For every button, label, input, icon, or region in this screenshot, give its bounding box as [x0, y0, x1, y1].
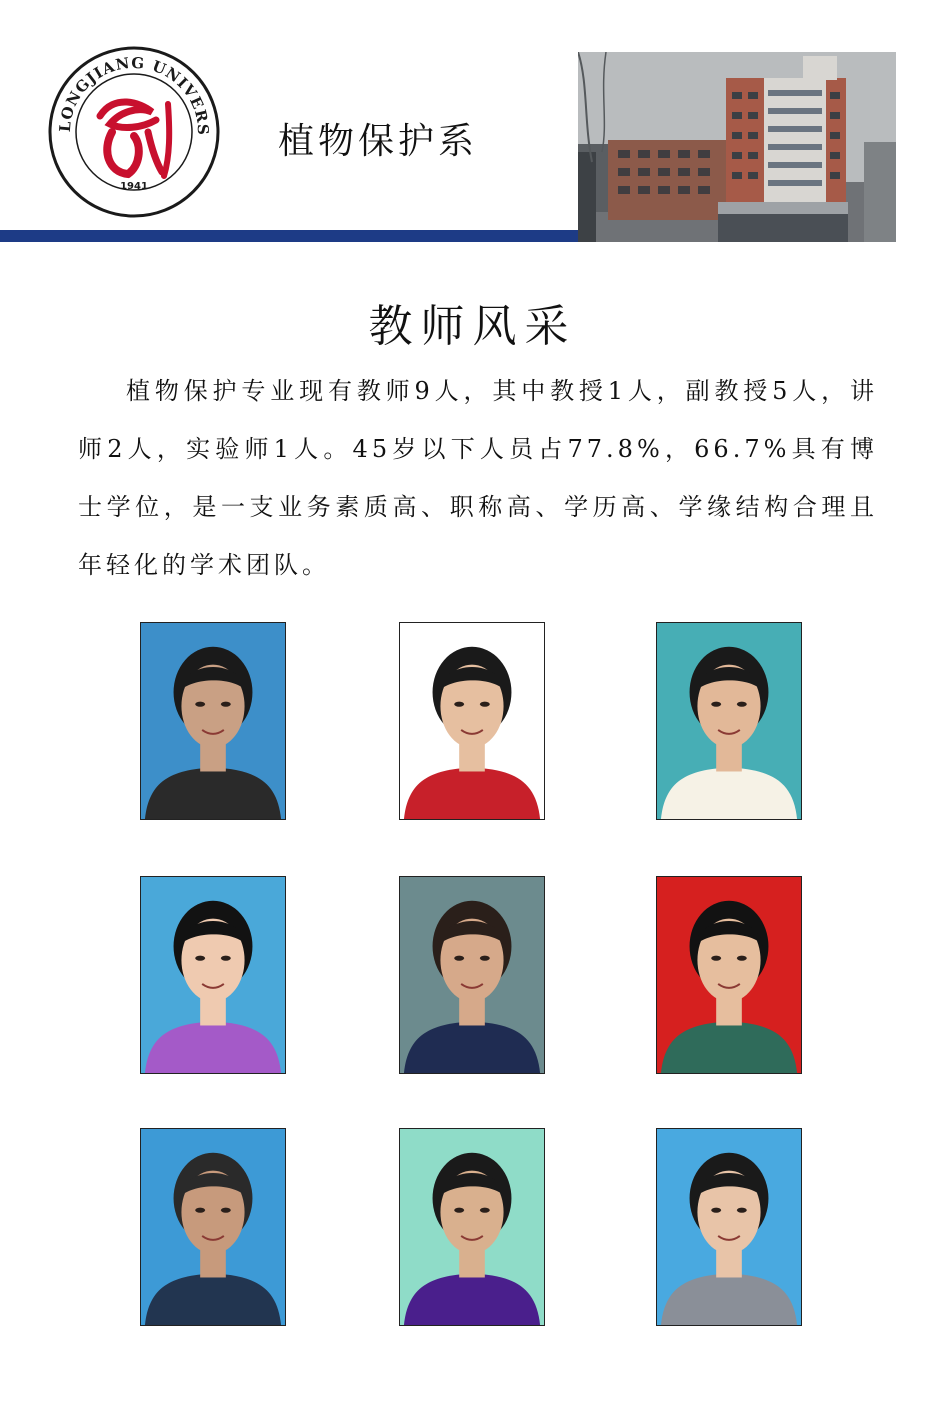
page-header [0, 0, 945, 250]
person-silhouette-icon [657, 877, 801, 1073]
teacher-portrait [656, 622, 802, 820]
section-title: 教师风采 [368, 301, 577, 352]
person-silhouette-icon [400, 1129, 544, 1325]
building-image [578, 52, 896, 242]
department-title: 植物保护系 [278, 121, 479, 162]
founding-year: 1941 [120, 181, 148, 192]
person-silhouette-icon [657, 1129, 801, 1325]
person-silhouette-icon [141, 877, 285, 1073]
calligraphy-mark [100, 102, 169, 176]
person-silhouette-icon [400, 623, 544, 819]
university-name: LONGJIANG UNIVERS [55, 53, 213, 137]
header-accent-bar [0, 230, 578, 242]
campus-building-photo [578, 52, 896, 242]
svg-text:HEILONGJIANG UNIVERSITY [48, 46, 212, 136]
university-seal-icon [48, 46, 220, 218]
person-silhouette-icon [657, 623, 801, 819]
teacher-portrait [140, 1128, 286, 1326]
teacher-portrait [140, 622, 286, 820]
teacher-portrait [656, 1128, 802, 1326]
person-silhouette-icon [400, 877, 544, 1073]
teacher-portrait [140, 876, 286, 1074]
intro-paragraph: 植物保护专业现有教师9人，其中教授1人，副教授5人，讲师2人，实验师1人。45岁以下人员占77.8%，66.7%具有博士学位，是一支业务素质高、职称高、学历高、学缘结构合理且年轻化的学术团队。 [78, 377, 878, 579]
teacher-portrait [656, 876, 802, 1074]
person-silhouette-icon [141, 623, 285, 819]
teacher-portrait [399, 876, 545, 1074]
teacher-portrait [399, 622, 545, 820]
person-silhouette-icon [141, 1129, 285, 1325]
teacher-portrait [399, 1128, 545, 1326]
university-logo [48, 46, 220, 218]
